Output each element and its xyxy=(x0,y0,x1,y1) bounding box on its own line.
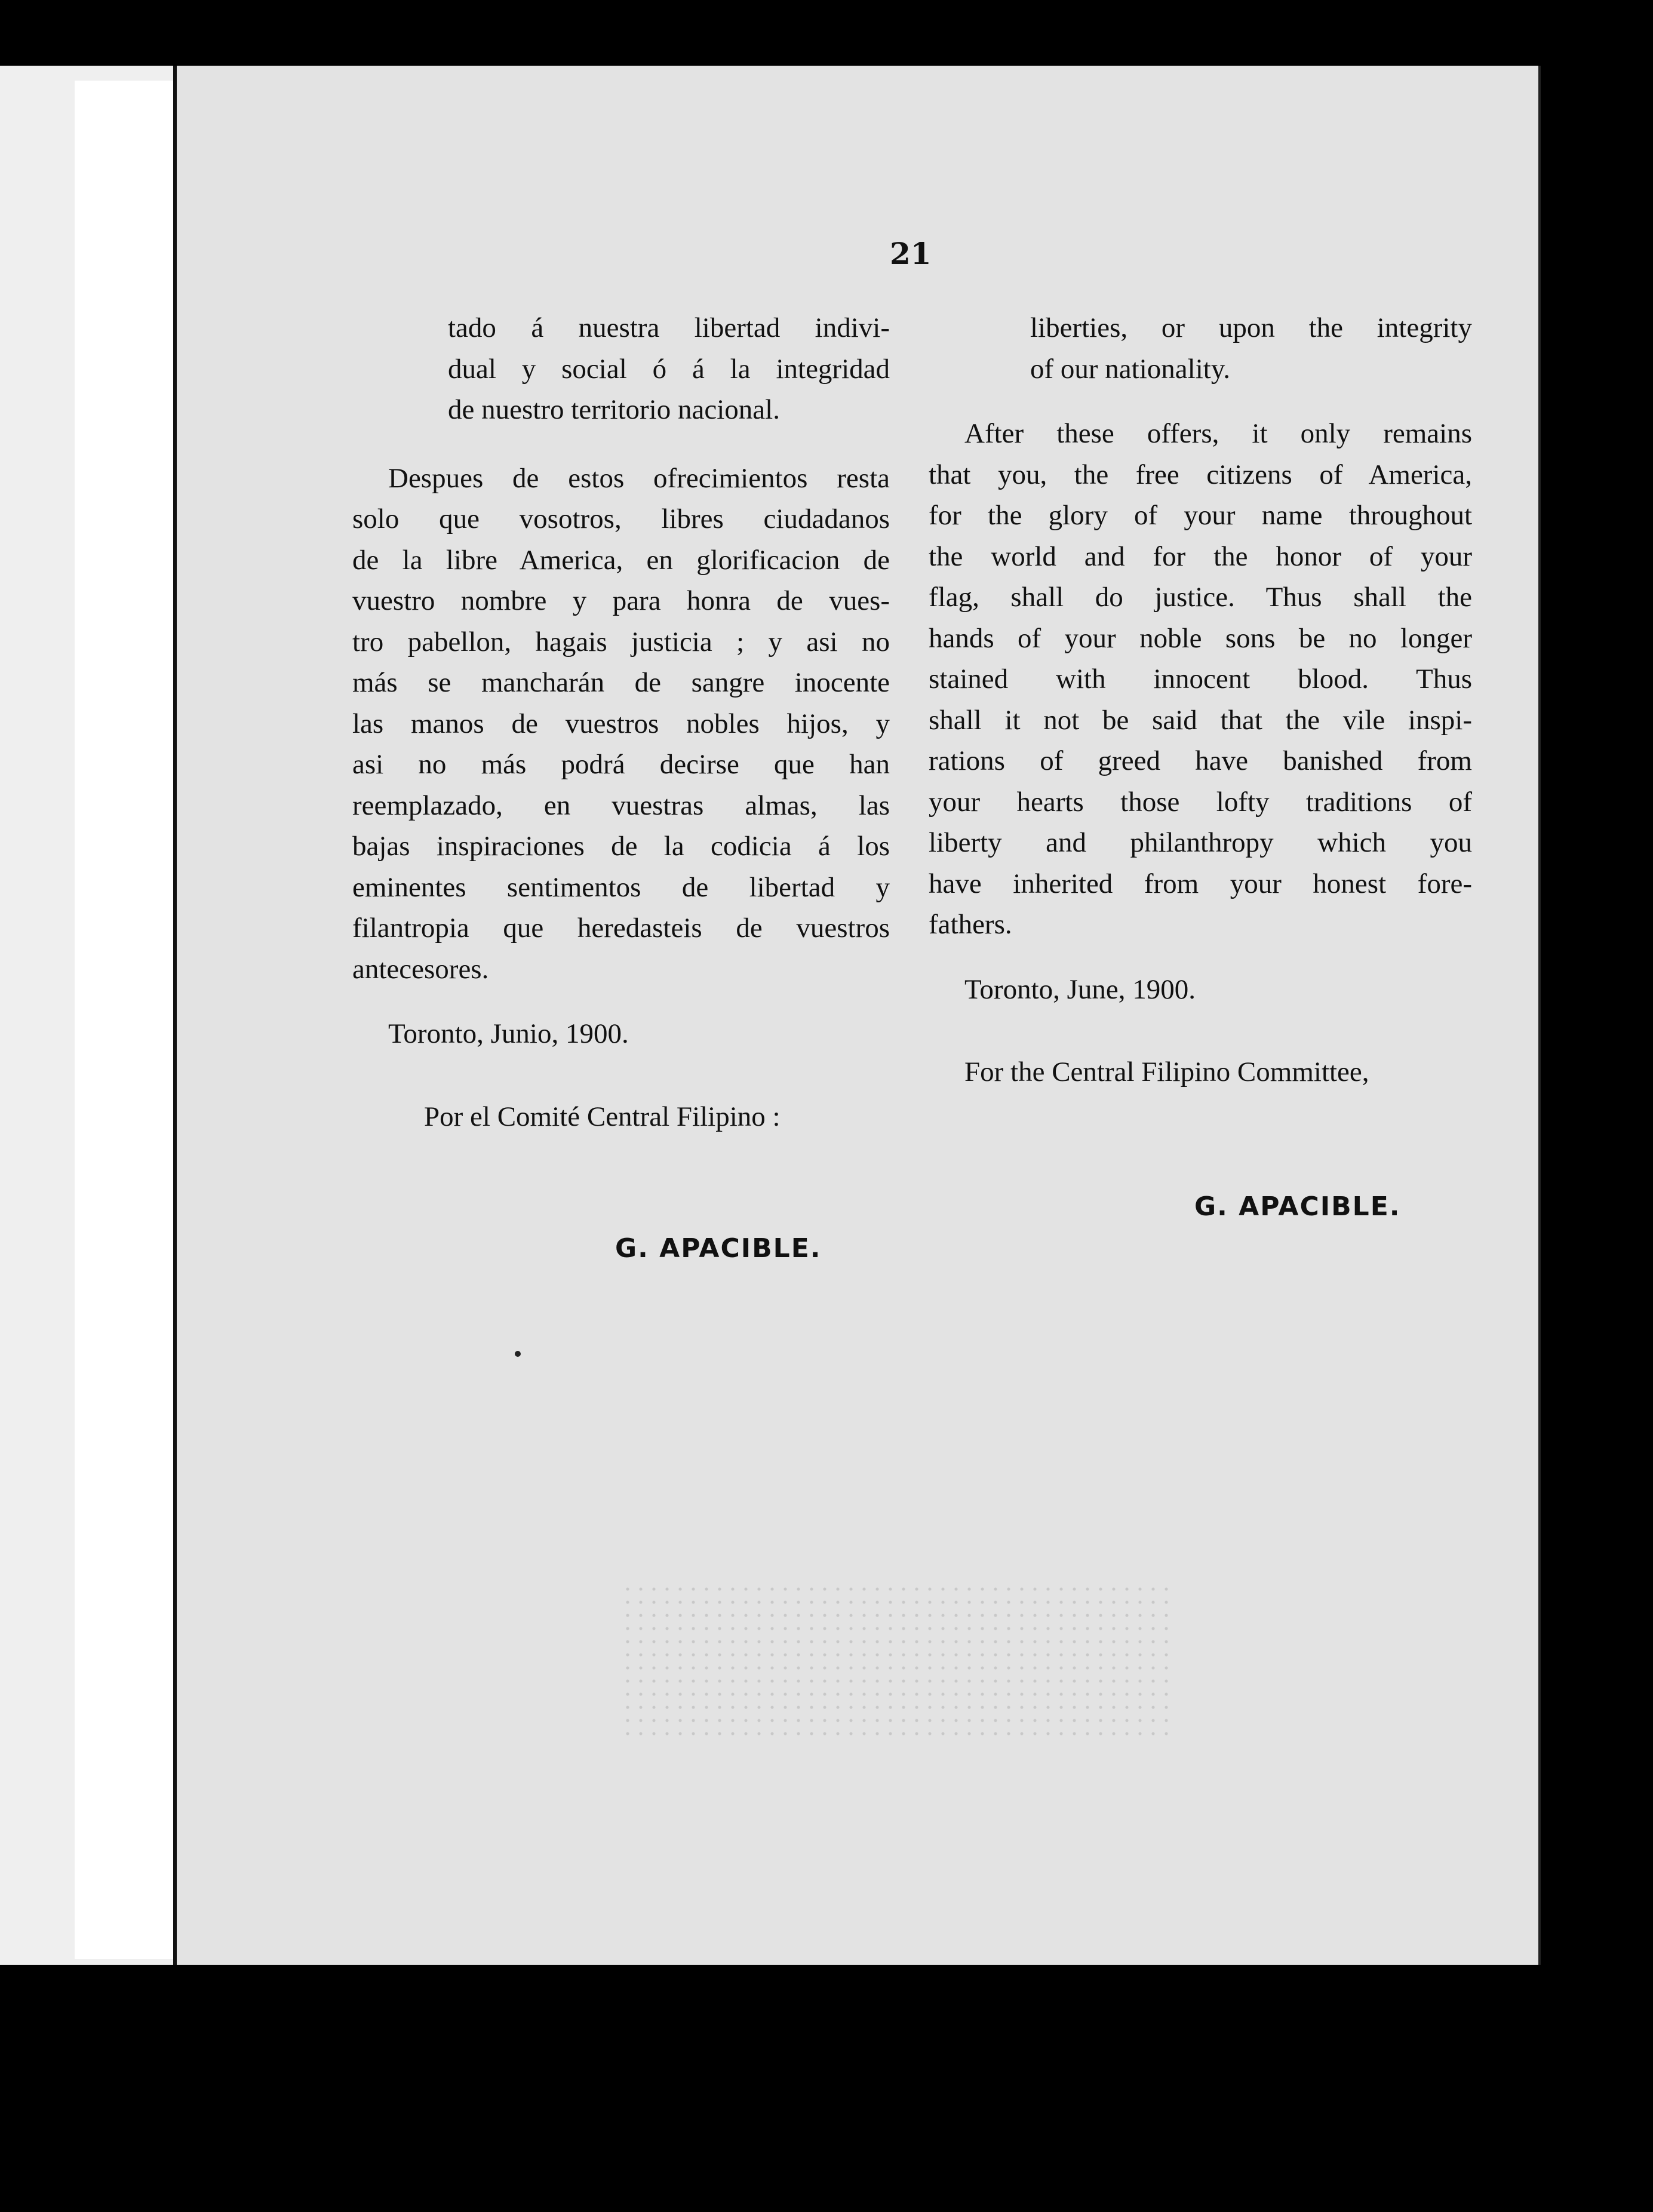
text-line: más se mancharán de sangre inocente xyxy=(352,667,890,698)
text-line: filantropia que heredasteis de vuestros xyxy=(352,913,890,944)
text-line: vuestro nombre y para honra de vues- xyxy=(352,585,890,616)
spanish-signature: G. APACIBLE. xyxy=(615,1233,822,1264)
text-line: the world and for the honor of your xyxy=(929,540,1472,572)
text-line: rations of greed have banished from xyxy=(929,745,1472,776)
text-line: shall it not be said that the vile inspi- xyxy=(929,704,1472,736)
text-line: asi no más podrá decirse que han xyxy=(352,749,890,780)
text-line: stained with innocent blood. Thus xyxy=(929,663,1472,695)
text-line: your hearts those lofty traditions of xyxy=(929,786,1472,818)
text-line: that you, the free citizens of America, xyxy=(929,459,1472,490)
spanish-paragraph-2 xyxy=(352,458,890,990)
spanish-column xyxy=(352,308,890,1137)
text-line: fathers. xyxy=(929,909,1012,940)
page-edge xyxy=(75,81,173,1959)
text-line: dual y social ó á la integridad xyxy=(448,353,890,385)
text-line: Despues de estos ofrecimientos resta xyxy=(388,462,890,494)
perforated-stamp xyxy=(621,1583,1170,1738)
spanish-dateline: Toronto, Junio, 1900. xyxy=(388,1018,629,1049)
english-column xyxy=(929,308,1472,1093)
text-line: have inherited from your honest fore- xyxy=(929,868,1472,899)
spanish-signed-by: Por el Comité Central Filipino : xyxy=(424,1101,781,1132)
text-line: of our nationality. xyxy=(1030,353,1231,385)
text-line: de la libre America, en glorificacion de xyxy=(352,544,890,576)
text-line: antecesores. xyxy=(352,953,489,985)
text-line: for the glory of your name throughout xyxy=(929,500,1472,531)
english-signed-by: For the Central Filipino Committee, xyxy=(964,1056,1369,1087)
ink-speck xyxy=(515,1351,521,1357)
text-line: liberties, or upon the integrity xyxy=(1030,312,1472,343)
english-paragraph-1 xyxy=(929,308,1472,389)
text-line: las manos de vuestros nobles hijos, y xyxy=(352,708,890,739)
text-line: hands of your noble sons be no longer xyxy=(929,622,1472,654)
english-dateline: Toronto, June, 1900. xyxy=(964,973,1196,1005)
text-line: de nuestro territorio nacional. xyxy=(448,394,780,425)
text-line: solo que vosotros, libres ciudadanos xyxy=(352,503,890,534)
english-paragraph-2 xyxy=(929,413,1472,945)
text-line: eminentes sentimentos de libertad y xyxy=(352,871,890,903)
text-line: liberty and philanthropy which you xyxy=(929,827,1472,858)
text-line: flag, shall do justice. Thus shall the xyxy=(929,582,1472,613)
page-number: 21 xyxy=(890,236,932,271)
text-line: reemplazado, en vuestras almas, las xyxy=(352,789,890,821)
english-signature: G. APACIBLE. xyxy=(1194,1191,1401,1222)
text-line: tro pabellon, hagais justicia ; y asi no xyxy=(352,626,890,658)
text-line: tado á nuestra libertad indivi- xyxy=(448,312,890,343)
spanish-paragraph-1 xyxy=(352,308,890,431)
text-line: After these offers, it only remains xyxy=(964,418,1472,449)
text-line: bajas inspiraciones de la codicia á los xyxy=(352,831,890,862)
